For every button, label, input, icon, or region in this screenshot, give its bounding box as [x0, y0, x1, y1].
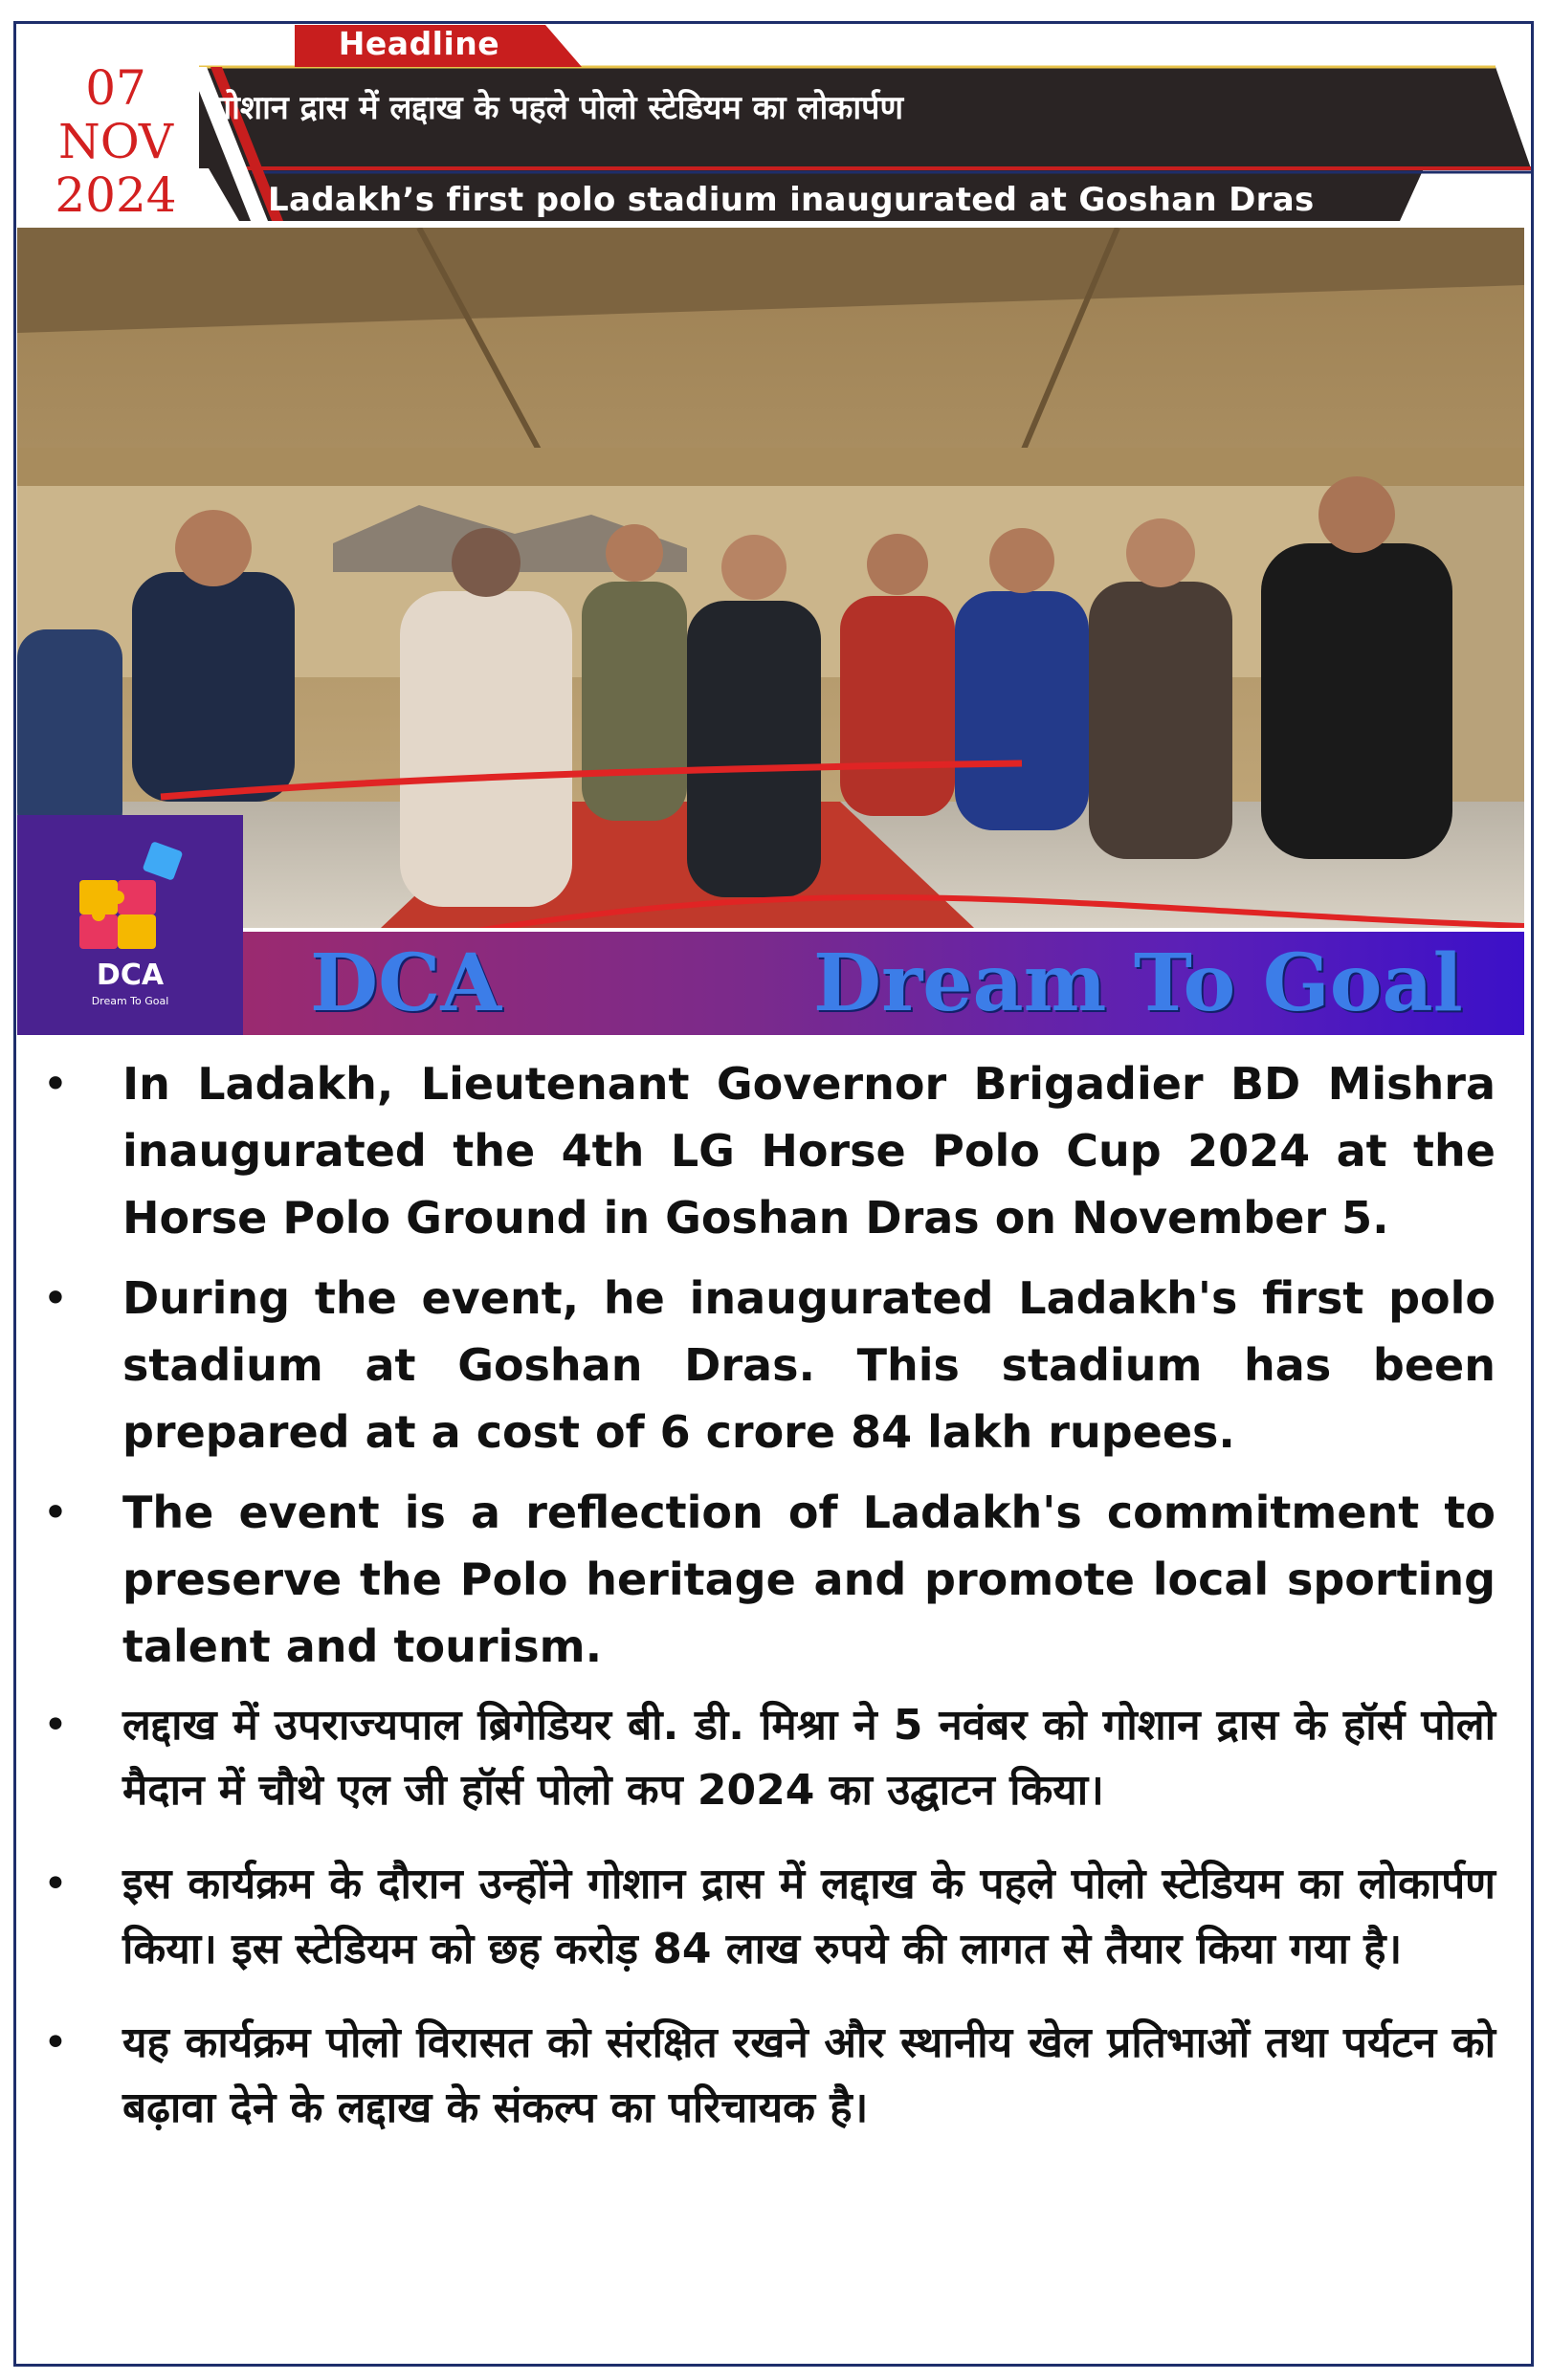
event-photo — [17, 228, 1524, 928]
date-year: 2024 — [55, 167, 177, 223]
bullet-item — [36, 2011, 1496, 2141]
logo-text: DCA — [96, 959, 165, 992]
bullet-dot-icon: • — [43, 1701, 68, 1750]
dca-logo — [17, 815, 243, 1035]
date-month: NOV — [58, 114, 173, 169]
brand-left-text: DCA — [310, 937, 501, 1029]
brand-bar — [243, 932, 1524, 1035]
bullet-text: In Ladakh, Lieutenant Governor Brigadier BD Mishra inaugurated the 4th LG Horse Polo Cup 2024 at the Horse Polo Ground in Goshan Dras on November 5. — [122, 1058, 1496, 1244]
bullet-dot-icon: • — [43, 2018, 68, 2067]
bullet-dot-icon: • — [42, 1058, 69, 1110]
bullet-dot-icon: • — [43, 1860, 68, 1908]
english-headline: Ladakh’s first polo stadium inaugurated at Goshan Dras — [268, 181, 1315, 219]
date-day: 07 — [85, 60, 146, 116]
bullet-text: यह कार्यक्रम पोलो विरासत को संरक्षित रखने और स्थानीय खेल प्रतिभाओं तथा पर्यटन को बढ़ावा देने के लद्दाख के संकल्प का परिचायक है। — [122, 2018, 1496, 2132]
hindi-headline: गोशान द्रास में लद्दाख के पहले पोलो स्टेडियम का लोकार्पण — [213, 89, 904, 127]
bullet-item — [36, 1479, 1496, 1680]
bullet-dot-icon: • — [42, 1272, 69, 1324]
bullet-text: The event is a reflection of Ladakh's commitment to preserve the Polo heritage and promote local sporting talent and tourism. — [122, 1487, 1496, 1672]
bullet-text: During the event, he inaugurated Ladakh's first polo stadium at Goshan Dras. This stadium has been prepared at a cost of 6 crore 84 lakh rupees. — [122, 1272, 1496, 1458]
headline-tab — [295, 25, 582, 63]
bullet-item — [36, 1852, 1496, 1982]
puzzle-logo-icon — [70, 842, 190, 953]
logo-tagline: Dream To Goal — [91, 995, 169, 1007]
headline-tab-label: Headline — [338, 25, 500, 62]
ribbon-cutting-photo-icon — [17, 228, 1524, 928]
bullet-item — [36, 1050, 1496, 1251]
bullet-dot-icon: • — [42, 1487, 69, 1538]
date-block — [25, 61, 207, 222]
headline-header — [17, 25, 1531, 221]
bullet-text: इस कार्यक्रम के दौरान उन्होंने गोशान द्रास में लद्दाख के पहले पोलो स्टेडियम का लोकार्पण किया। इस स्टेडियम को छह करोड़ 84 लाख रुपये की लागत से तैयार किया गया है। — [122, 1860, 1496, 1973]
bullet-list — [36, 1050, 1496, 2170]
bullet-item — [36, 1265, 1496, 1465]
bullet-item — [36, 1693, 1496, 1823]
brand-right-text: Dream To Goal — [813, 937, 1463, 1029]
bullet-text: लद्दाख में उपराज्यपाल ब्रिगेडियर बी. डी. मिश्रा ने 5 नवंबर को गोशान द्रास के हॉर्स पोलो मैदान में चौथे एल जी हॉर्स पोलो कप 2024 का उद्घाटन किया। — [122, 1701, 1496, 1815]
